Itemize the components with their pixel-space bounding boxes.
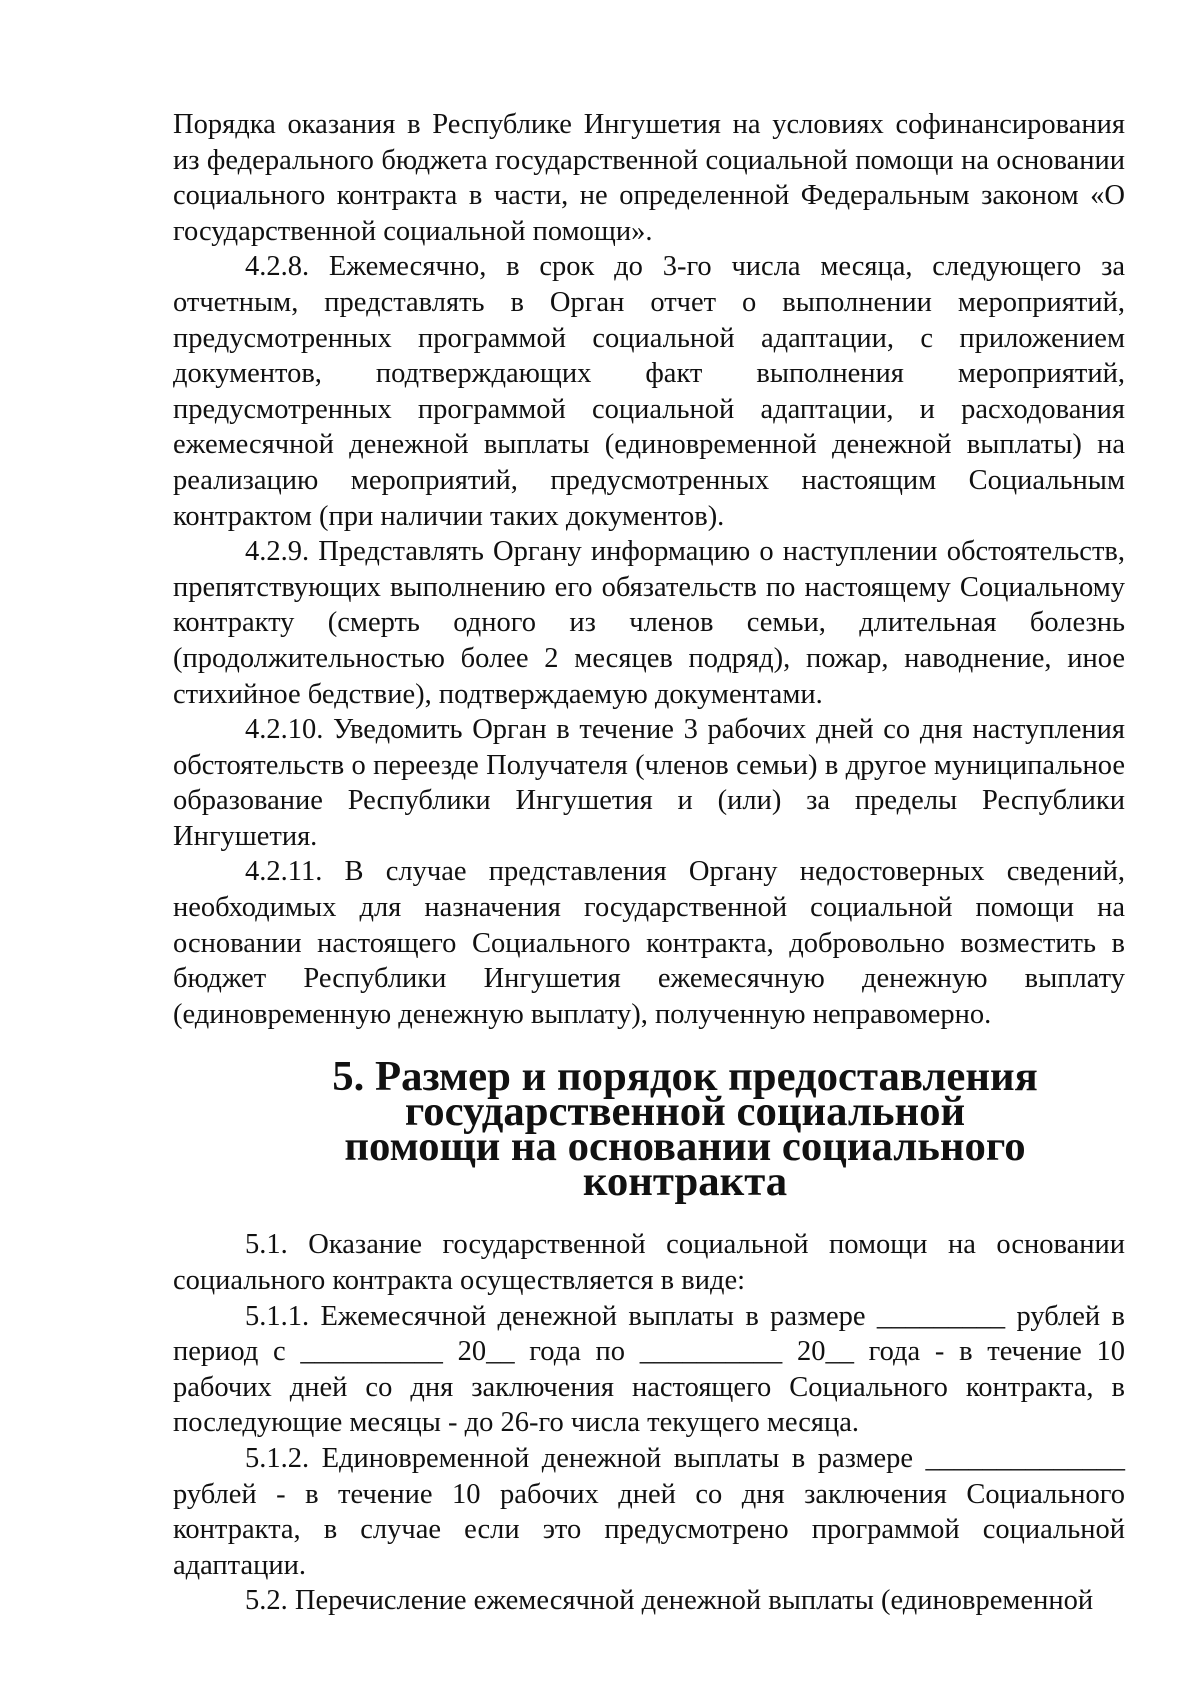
paragraph-4-2-10: 4.2.10. Уведомить Орган в течение 3 рабочих дней со дня наступления обстоятельств о переезде Получателя (членов семьи) в другое муниципальное образование Республики Ингушетия и (или) за пределы Республики Ингушетия. xyxy=(173,714,1125,852)
section-heading-line-1: 5. Размер и порядок предоставления государственной социальной xyxy=(332,1053,1038,1136)
paragraph-4-2-9: 4.2.9. Представлять Органу информацию о наступлении обстоятельств, препятствующих выполнению его обязательств по настоящему Социальному контракту (смерть одного из членов семьи, длительная болезнь (продолжительностью более 2 месяцев подряд), пожар, наводнение, иное стихийное бедствие), подтверждаемую документами. xyxy=(173,536,1125,710)
section-heading xyxy=(173,1053,1125,1206)
paragraph-intro: Порядка оказания в Республике Ингушетия на условиях софинансирования из федерального бюджета государственной социальной помощи на основании социального контракта в части, не определенной Федеральным законом «О государственной социальной помощи». xyxy=(173,109,1125,247)
paragraph-4-2-11: 4.2.11. В случае представления Органу недостоверных сведений, необходимых для назначения государственной социальной помощи на основании настоящего Социального контракта, добровольно возместить в бюджет Республики Ингушетия ежемесячную денежную выплату (единовременную денежную выплату), полученную неправомерно. xyxy=(173,856,1125,1030)
paragraph-5-2: 5.2. Перечисление ежемесячной денежной выплаты (единовременной xyxy=(245,1585,1094,1617)
top-paragraphs xyxy=(173,107,1125,1032)
document-page xyxy=(173,107,1125,1619)
bottom-paragraphs xyxy=(173,1227,1125,1619)
paragraph-4-2-8: 4.2.8. Ежемесячно, в срок до 3-го числа месяца, следующего за отчетным, представлять в Орган отчет о выполнении мероприятий, предусмотренных программой социальной адаптации, с приложением документов, подтверждающих факт выполнения мероприятий, предусмотренных программой социальной адаптации, и расходования ежемесячной денежной выплаты (единовременной денежной выплаты) на реализацию мероприятий, предусмотренных настоящим Социальным контрактом (при наличии таких документов). xyxy=(173,251,1125,532)
paragraph-5-1: 5.1. Оказание государственной социальной помощи на основании социального контракта осуществляется в виде: xyxy=(173,1229,1125,1297)
paragraph-5-1-2: 5.1.2. Единовременной денежной выплаты в размере ______________ рублей - в течение 10 рабочих дней со дня заключения Социального контракта, в случае если это предусмотрено программой социальной адаптации. xyxy=(173,1443,1125,1581)
paragraph-5-1-1: 5.1.1. Ежемесячной денежной выплаты в размере _________ рублей в период с __________ 20__ года по __________ 20__ года - в течение 10 рабочих дней со дня заключения настоящего Социального контракта, в последующие месяцы - до 26-го числа текущего месяца. xyxy=(173,1300,1125,1439)
section-heading-line-2: помощи на основании социального контракта xyxy=(344,1123,1026,1206)
